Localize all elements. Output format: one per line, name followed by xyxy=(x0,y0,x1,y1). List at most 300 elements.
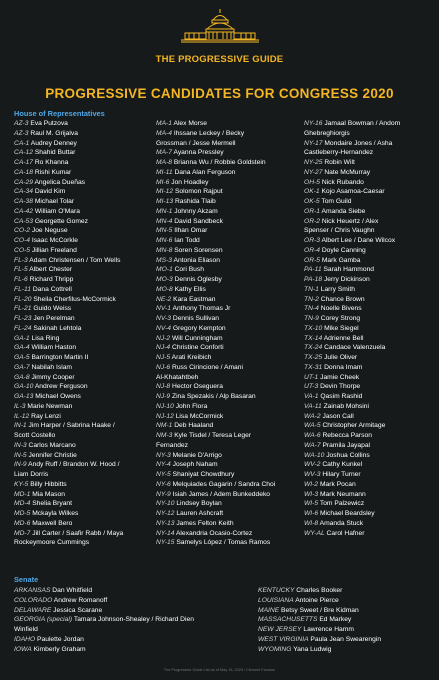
district-label: NV-4 xyxy=(156,324,171,332)
candidate-row xyxy=(156,285,275,295)
candidate-row xyxy=(156,148,275,158)
candidate-row xyxy=(156,129,275,139)
candidate-name: Ayanna Pressley xyxy=(173,149,224,157)
district-label: NY-27 xyxy=(304,168,323,176)
candidate-row xyxy=(258,625,381,635)
candidate-name: Samelys López / Tomas Ramos xyxy=(176,539,271,547)
district-label: AZ-3 xyxy=(14,120,29,127)
candidate-row xyxy=(304,226,400,236)
candidate-row xyxy=(14,382,123,392)
candidate-row xyxy=(304,178,400,188)
candidate-row xyxy=(304,373,400,383)
candidate-row xyxy=(156,295,275,305)
candidate-name: Candace Valenzuela xyxy=(324,344,386,352)
district-label: MASSACHUSETTS xyxy=(258,616,318,624)
candidate-name: Noelle Bivens xyxy=(320,305,362,313)
candidate-row xyxy=(156,382,275,392)
district-label: MI-12 xyxy=(156,188,174,196)
candidate-row xyxy=(14,392,123,402)
candidate-row xyxy=(304,421,400,431)
district-label: NY-13 xyxy=(156,519,175,527)
district-label: MN-8 xyxy=(156,246,173,254)
district-label: MD-1 xyxy=(14,490,31,498)
candidate-name: Mark Neumann xyxy=(319,490,366,498)
candidate-row xyxy=(14,519,123,529)
candidate-row xyxy=(156,480,275,490)
candidate-name: Shaniyat Chowdhury xyxy=(172,471,235,478)
district-label: NJ-9 xyxy=(156,393,171,400)
candidate-name: Jamie Cheek xyxy=(320,373,360,381)
candidate-name: Kojo Asamoa-Caesar xyxy=(321,188,385,196)
candidate-name: Jon Hoadley xyxy=(171,178,209,186)
district-label: NY-5 xyxy=(156,471,171,478)
district-label: WA-5 xyxy=(304,422,321,430)
district-label: TX-25 xyxy=(304,354,323,361)
candidate-row xyxy=(156,226,275,236)
candidate-row xyxy=(304,382,400,392)
district-label: NV-1 xyxy=(156,305,171,313)
candidate-name: Betsy Sweet / Bre Kidman xyxy=(281,606,359,614)
candidate-name: Deb Haaland xyxy=(174,422,214,430)
candidate-row xyxy=(304,363,400,373)
candidate-name: Dan Whitfield xyxy=(52,587,93,594)
candidate-name: Dennis Sullivan xyxy=(172,315,219,322)
candidate-name: Russ Cirincione / Amani xyxy=(171,363,243,371)
candidate-name: Joseph Naham xyxy=(172,461,218,469)
candidate-row xyxy=(14,343,123,353)
district-label: MD-7 xyxy=(14,529,31,537)
district-label: CA-42 xyxy=(14,207,33,215)
candidate-name: Cathy Kunkel xyxy=(322,461,363,469)
candidate-name: Liam Dorris xyxy=(14,471,49,478)
candidate-name: Hector Oseguera xyxy=(171,383,223,391)
district-label: IL-12 xyxy=(14,412,30,420)
district-label: CA-12 xyxy=(14,149,33,157)
candidate-row xyxy=(14,363,123,373)
district-label: CO-2 xyxy=(14,227,30,235)
candidate-name: Adrienne Bell xyxy=(323,334,364,342)
candidate-name: Mark Gamba xyxy=(321,256,361,264)
district-label: OR-3 xyxy=(304,237,320,244)
candidate-name: Michael Tolar xyxy=(34,198,75,205)
candidate-row xyxy=(14,606,194,616)
district-label: TX-10 xyxy=(304,324,323,332)
candidate-name: Amanda Stuck xyxy=(319,519,364,527)
district-label: WI-2 xyxy=(304,480,319,488)
candidate-row xyxy=(14,275,123,285)
candidate-row xyxy=(304,187,400,197)
candidate-name: Ro Khanna xyxy=(34,159,69,166)
candidate-row xyxy=(14,645,194,655)
candidate-row xyxy=(156,538,275,548)
candidate-row xyxy=(304,285,400,295)
district-label: MD-4 xyxy=(14,500,31,508)
candidate-name: Scott Costello xyxy=(14,432,56,439)
candidate-name: Hilary Turner xyxy=(322,471,361,478)
district-label: KY-5 xyxy=(14,480,29,488)
candidate-row xyxy=(14,509,123,519)
candidate-row xyxy=(14,207,123,217)
candidate-row xyxy=(14,304,123,314)
candidate-name: David Kim xyxy=(34,188,66,196)
candidate-name: Andy Ruff / Brandon W. Hood / xyxy=(28,461,120,469)
district-label: CA-18 xyxy=(14,168,33,176)
candidate-row xyxy=(14,139,123,149)
candidate-name: Cori Bush xyxy=(174,266,204,274)
candidate-row xyxy=(14,119,123,129)
candidate-name: Rockeymoore Cummings xyxy=(14,539,90,547)
candidate-name: Al-Khatahtbeh xyxy=(156,373,199,381)
candidate-row xyxy=(14,373,123,383)
candidate-name: James Felton Keith xyxy=(176,519,234,527)
district-label: MD-5 xyxy=(14,510,31,517)
candidate-name: Kyle Tisdel / Teresa Leger xyxy=(174,432,252,439)
candidate-row xyxy=(304,168,400,178)
candidate-name: Rishi Kumar xyxy=(34,168,72,176)
candidate-row xyxy=(156,334,275,344)
candidate-name: Barrington Martin II xyxy=(31,354,89,361)
candidate-row xyxy=(258,615,381,625)
candidate-row xyxy=(304,412,400,422)
candidate-row xyxy=(14,499,123,509)
candidate-name: Johnny Akzam xyxy=(174,207,218,215)
candidate-row xyxy=(156,509,275,519)
candidate-row xyxy=(14,295,123,305)
candidate-name: Shahid Buttar xyxy=(34,149,76,157)
candidate-name: Ed Markey xyxy=(319,616,352,624)
district-label: NEW JERSEY xyxy=(258,626,302,633)
district-label: MD-6 xyxy=(14,519,31,527)
candidate-row xyxy=(304,441,400,451)
candidate-row xyxy=(156,304,275,314)
candidate-row xyxy=(156,412,275,422)
district-label: GA-13 xyxy=(14,393,34,400)
district-label: CO-4 xyxy=(14,237,30,244)
candidate-row xyxy=(156,207,275,217)
candidate-name: Carlos Marcano xyxy=(28,441,76,449)
candidate-name: Kathy Ellis xyxy=(174,285,206,293)
district-label: WV-3 xyxy=(304,471,321,478)
candidate-row xyxy=(14,431,123,441)
district-label: MA-7 xyxy=(156,149,172,157)
candidate-row xyxy=(14,217,123,227)
candidate-row xyxy=(304,509,400,519)
candidate-row xyxy=(258,586,381,596)
district-label: TX-14 xyxy=(304,334,323,342)
candidate-row xyxy=(14,615,194,625)
candidate-row xyxy=(304,343,400,353)
candidate-name: Mike Siegel xyxy=(324,324,359,332)
district-label: MO-8 xyxy=(156,285,173,293)
district-label: OR-1 xyxy=(304,207,320,215)
candidate-row xyxy=(304,197,400,207)
district-label: FL-6 xyxy=(14,276,28,283)
candidate-name: Antoine Pierce xyxy=(295,596,339,604)
candidate-name: Sakinah Lehtola xyxy=(33,324,82,332)
district-label: NJ-12 xyxy=(156,412,174,420)
candidate-row xyxy=(14,421,123,431)
district-label: CA-38 xyxy=(14,198,33,205)
candidate-name: Chance Brown xyxy=(320,295,365,303)
candidate-row xyxy=(156,246,275,256)
district-label: WY-AL xyxy=(304,529,325,537)
candidate-row xyxy=(304,529,400,539)
candidate-row xyxy=(156,392,275,402)
candidate-name: Tamara Johnson-Shealey / Richard Dien xyxy=(73,616,194,624)
candidate-row xyxy=(304,519,400,529)
candidate-name: Kara Eastman xyxy=(173,295,216,303)
candidate-name: Spenser / Chris Vaughn xyxy=(304,227,375,235)
footer-credit: The Progressive Guide List as of May 15, 2020 / Clement Favaron xyxy=(163,668,276,672)
candidate-row xyxy=(304,246,400,256)
district-label: IN-5 xyxy=(14,451,27,459)
candidate-name: Mondaire Jones / Asha xyxy=(324,139,393,147)
district-label: NM-1 xyxy=(156,422,173,430)
candidate-row xyxy=(156,519,275,529)
candidate-row xyxy=(304,431,400,441)
candidate-name: Maxwell Bero xyxy=(32,519,73,527)
district-label: MN-5 xyxy=(156,227,173,235)
candidate-name: Adam Christensen / Tom Wells xyxy=(29,256,121,264)
candidate-row xyxy=(14,625,194,635)
candidate-name: Tom Palzewicz xyxy=(319,500,365,508)
candidate-row xyxy=(14,187,123,197)
candidate-name: Ihssane Leckey / Becky xyxy=(173,129,245,137)
district-label: WA-10 xyxy=(304,451,325,459)
district-label: FL-23 xyxy=(14,315,32,322)
candidate-row xyxy=(156,236,275,246)
candidate-row xyxy=(14,470,123,480)
candidate-name: Jamaal Bowman / Andom xyxy=(324,120,401,127)
district-label: MA-1 xyxy=(156,120,172,127)
district-label: CO-5 xyxy=(14,246,30,254)
candidate-row xyxy=(304,460,400,470)
candidate-row xyxy=(14,226,123,236)
candidate-row xyxy=(14,178,123,188)
district-label: FL-3 xyxy=(14,256,28,264)
candidate-row xyxy=(304,490,400,500)
candidate-name: Fernandez xyxy=(156,441,188,449)
candidate-name: Melanie D'Arrigo xyxy=(172,451,222,459)
district-label: MA-8 xyxy=(156,159,172,166)
candidate-row xyxy=(14,334,123,344)
candidate-row xyxy=(156,217,275,227)
district-label: OK-5 xyxy=(304,198,320,205)
candidate-name: Winfield xyxy=(14,626,38,633)
candidate-row xyxy=(14,586,194,596)
district-label: MN-1 xyxy=(156,207,173,215)
district-label: CA-34 xyxy=(14,188,33,196)
candidate-name: Eva Putzova xyxy=(30,120,68,127)
house-column-3 xyxy=(304,119,400,538)
candidate-name: Albert Lee / Dane Wilcox xyxy=(321,237,396,244)
candidate-name: Melquiades Gagarin / Sandra Choi xyxy=(172,480,276,488)
candidate-name: Raul M. Grijalva xyxy=(30,129,78,137)
candidate-name: Angelica Dueñas xyxy=(34,178,86,186)
candidate-row xyxy=(304,275,400,285)
district-label: MI-11 xyxy=(156,168,173,176)
candidate-name: Ray Lenzi xyxy=(31,412,61,420)
candidate-row xyxy=(156,451,275,461)
district-label: NY-17 xyxy=(304,139,323,147)
candidate-name: Solomon Rajput xyxy=(174,188,223,196)
candidate-row xyxy=(14,460,123,470)
house-column-2 xyxy=(156,119,275,548)
district-label: OR-5 xyxy=(304,256,320,264)
district-label: WV-2 xyxy=(304,461,321,469)
district-label: NM-3 xyxy=(156,432,173,439)
page-title: PROGRESSIVE CANDIDATES FOR CONGRESS 2020 xyxy=(45,86,394,101)
district-label: TN-4 xyxy=(304,305,319,313)
district-label: CA-29 xyxy=(14,178,33,186)
district-label: FL-5 xyxy=(14,266,28,274)
district-label: NJ-10 xyxy=(156,402,174,410)
district-label: NY-14 xyxy=(156,529,175,537)
district-label: MI-6 xyxy=(156,178,170,186)
candidate-row xyxy=(14,412,123,422)
candidate-name: Alex Morse xyxy=(173,120,207,127)
district-label: NY-6 xyxy=(156,480,171,488)
candidate-name: John Flora xyxy=(175,402,208,410)
candidate-name: Jillian Freeland xyxy=(31,246,77,254)
candidate-name: Alexandria Ocasio-Cortez xyxy=(175,529,253,537)
district-label: GA-10 xyxy=(14,383,34,391)
candidate-name: Nick Rubando xyxy=(321,178,364,186)
district-label: TN-9 xyxy=(304,315,319,322)
candidate-row xyxy=(14,490,123,500)
candidate-row xyxy=(304,451,400,461)
candidate-row xyxy=(304,236,400,246)
district-label: VA-11 xyxy=(304,402,322,410)
candidate-row xyxy=(14,402,123,412)
candidate-row xyxy=(14,451,123,461)
candidate-name: Richard Thripp xyxy=(29,276,74,283)
candidate-name: Zainab Mohsini xyxy=(323,402,369,410)
district-label: MI-13 xyxy=(156,198,174,205)
candidate-row xyxy=(156,158,275,168)
candidate-name: Christopher Armitage xyxy=(322,422,386,430)
candidate-row xyxy=(156,431,275,441)
candidate-row xyxy=(14,246,123,256)
candidate-row xyxy=(258,645,381,655)
candidate-name: Mark Pocan xyxy=(319,480,356,488)
district-label: WI-5 xyxy=(304,500,319,508)
candidate-name: Sarah Hammond xyxy=(323,266,375,274)
house-column-1 xyxy=(14,119,123,548)
candidate-name: Isaac McCorkle xyxy=(31,237,78,244)
header xyxy=(0,0,439,108)
district-label: WEST VIRGINIA xyxy=(258,635,309,643)
candidate-row xyxy=(258,635,381,645)
candidate-name: Lawrence Hamm xyxy=(303,626,354,633)
candidate-row xyxy=(156,363,275,373)
candidate-name: Jill Carter / Saafir Rabb / Maya xyxy=(32,529,124,537)
candidate-row xyxy=(156,373,275,383)
candidate-name: Joe Neguse xyxy=(31,227,68,235)
candidate-name: Paulette Jordan xyxy=(37,635,84,643)
district-label: IN-1 xyxy=(14,422,27,430)
district-label: NJ-6 xyxy=(156,363,171,371)
candidate-name: Qasim Rashid xyxy=(320,393,363,400)
candidate-row xyxy=(156,460,275,470)
senate-column-2 xyxy=(258,586,381,654)
district-label: CA-53 xyxy=(14,217,33,225)
district-label: WI-6 xyxy=(304,510,319,517)
candidate-row xyxy=(156,187,275,197)
candidate-name: Soren Sorensen xyxy=(174,246,223,254)
candidate-row xyxy=(14,529,123,539)
candidate-name: Nick Heuertz / Alex xyxy=(321,217,379,225)
district-label: MS-3 xyxy=(156,256,172,264)
district-label: PA-18 xyxy=(304,276,323,283)
candidate-name: Will Cunningham xyxy=(171,334,223,342)
district-label: UT-3 xyxy=(304,383,319,391)
candidate-name: Anthony Thomas Jr xyxy=(172,305,231,313)
district-label: NY-15 xyxy=(156,539,175,547)
senate-column-1 xyxy=(14,586,194,654)
candidate-row xyxy=(156,529,275,539)
district-label: LOUISIANA xyxy=(258,596,294,604)
district-label: CA-1 xyxy=(14,139,30,147)
candidate-name: Larry Smith xyxy=(320,285,355,293)
candidate-row xyxy=(14,148,123,158)
candidate-name: Lisa Ring xyxy=(31,334,60,342)
brand-name: THE PROGRESSIVE GUIDE xyxy=(155,54,284,65)
district-label: NY-12 xyxy=(156,510,175,517)
candidate-row xyxy=(304,265,400,275)
candidate-name: Jimmy Cooper xyxy=(31,373,75,381)
candidate-name: Isiah James / Adem Bunkeddeko xyxy=(172,490,271,498)
candidate-name: Tom Guild xyxy=(321,198,352,205)
district-label: GA-4 xyxy=(14,344,30,352)
candidate-name: Zina Spezakis / Alp Basaran xyxy=(171,393,256,400)
candidate-row xyxy=(14,314,123,324)
candidate-name: Georgette Gomez xyxy=(34,217,88,225)
candidate-name: Yana Ludwig xyxy=(293,645,332,653)
district-label: TX-24 xyxy=(304,344,323,352)
district-label: WYOMING xyxy=(258,645,292,653)
candidate-row xyxy=(156,178,275,188)
candidate-row xyxy=(304,256,400,266)
district-label: OH-5 xyxy=(304,178,320,186)
candidate-name: Michael Beardsley xyxy=(319,510,375,517)
candidate-row xyxy=(156,353,275,363)
candidate-name: Jessica Scarane xyxy=(53,606,103,614)
district-label: CA-17 xyxy=(14,159,33,166)
candidate-row xyxy=(304,402,400,412)
district-label: FL-24 xyxy=(14,324,32,332)
district-label: NJ-4 xyxy=(156,344,171,352)
district-label: KENTUCKY xyxy=(258,587,295,594)
district-label: OR-4 xyxy=(304,246,320,254)
candidate-name: Audrey Denney xyxy=(30,139,77,147)
district-label: IN-3 xyxy=(14,441,27,449)
district-label: NY-9 xyxy=(156,490,171,498)
candidate-row xyxy=(14,236,123,246)
candidate-name: Devin Thorpe xyxy=(320,383,361,391)
candidate-name: Michael Owens xyxy=(35,393,81,400)
district-label: MN-4 xyxy=(156,217,173,225)
candidate-name: Amanda Siebe xyxy=(321,207,366,215)
district-label: NV-3 xyxy=(156,315,171,322)
candidate-row xyxy=(304,324,400,334)
district-label: NJ-8 xyxy=(156,383,171,391)
candidate-row xyxy=(258,606,381,616)
district-label: MAINE xyxy=(258,606,280,614)
district-label: NY-3 xyxy=(156,451,171,459)
candidate-name: Dana Cottrell xyxy=(32,285,72,293)
candidate-name: Julie Oliver xyxy=(324,354,358,361)
